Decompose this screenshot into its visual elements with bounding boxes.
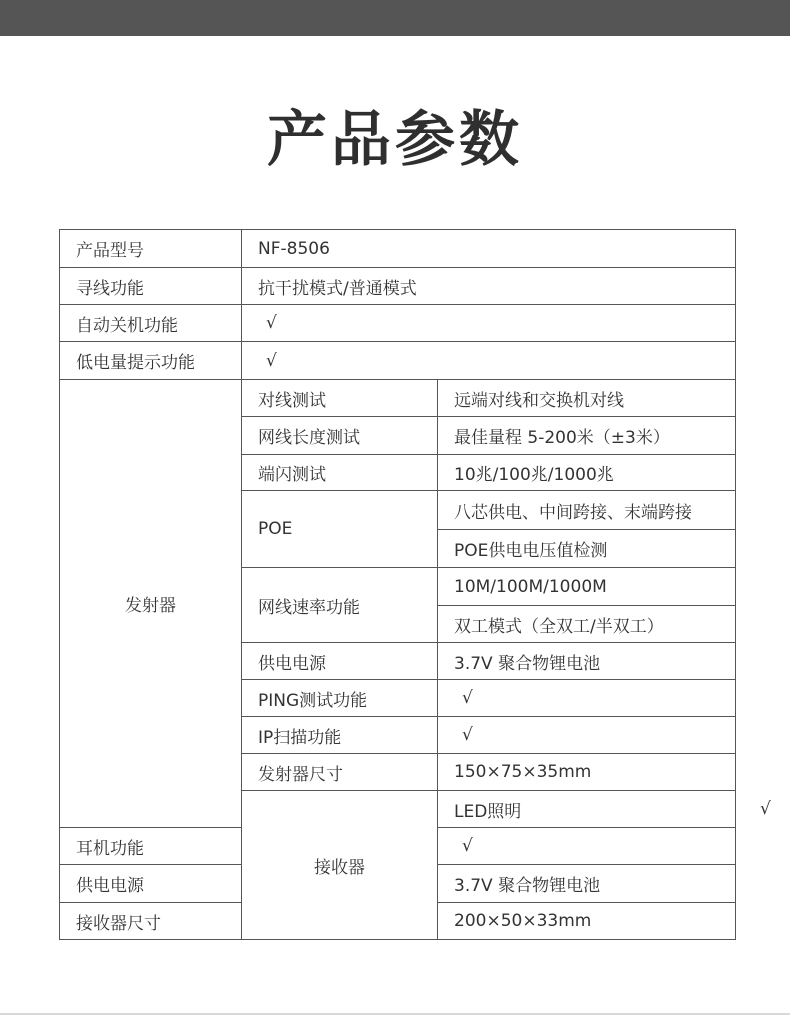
row-label: 端闪测试 (242, 455, 438, 491)
row-value: 200×50×33mm (438, 903, 736, 940)
row-label: 对线测试 (242, 380, 438, 417)
row-label: 供电电源 (60, 865, 242, 903)
row-label: IP扫描功能 (242, 717, 438, 754)
row-value: 远端对线和交换机对线 (438, 380, 736, 417)
row-label: PING测试功能 (242, 680, 438, 717)
row-value: 150×75×35mm (438, 754, 736, 791)
page-title: 产品参数 (267, 105, 523, 175)
row-value: 双工模式（全双工/半双工） (438, 606, 736, 643)
table-row (60, 380, 736, 417)
row-value: 抗干扰模式/普通模式 (242, 268, 736, 305)
row-value: 最佳量程 5-200米（±3米） (438, 417, 736, 455)
row-label: 产品型号 (60, 230, 242, 268)
row-label: 网线长度测试 (242, 417, 438, 455)
spec-table (59, 229, 771, 940)
table-row (60, 305, 736, 342)
check-mark: √ (438, 717, 736, 754)
row-label: 供电电源 (242, 643, 438, 680)
row-value: 八芯供电、中间跨接、末端跨接 (438, 491, 736, 530)
table-row (60, 268, 736, 305)
row-label: 网线速率功能 (242, 568, 438, 643)
row-label: 自动关机功能 (60, 305, 242, 342)
row-value: POE供电电压值检测 (438, 530, 736, 568)
group-label-receiver: 接收器 (242, 791, 438, 940)
top-banner-bar (0, 0, 790, 36)
check-mark: √ (438, 680, 736, 717)
row-value: 10M/100M/1000M (438, 568, 736, 606)
row-label: 低电量提示功能 (60, 342, 242, 380)
row-value: 3.7V 聚合物锂电池 (438, 643, 736, 680)
group-label-transmitter: 发射器 (60, 380, 242, 828)
row-label: 耳机功能 (60, 828, 242, 865)
check-mark: √ (242, 305, 736, 342)
check-mark: √ (438, 828, 736, 865)
row-value: 10兆/100兆/1000兆 (438, 455, 736, 491)
row-value: NF-8506 (242, 230, 736, 268)
row-label: 接收器尺寸 (60, 903, 242, 940)
row-value: 3.7V 聚合物锂电池 (438, 865, 736, 903)
row-label: POE (242, 491, 438, 568)
row-label: 发射器尺寸 (242, 754, 438, 791)
table-row: 接收器 LED照明 √ (60, 791, 736, 828)
row-label: 寻线功能 (60, 268, 242, 305)
check-mark: √ (242, 342, 736, 380)
table-row (60, 342, 736, 380)
row-label: LED照明 (438, 791, 736, 828)
table-row (60, 230, 736, 268)
